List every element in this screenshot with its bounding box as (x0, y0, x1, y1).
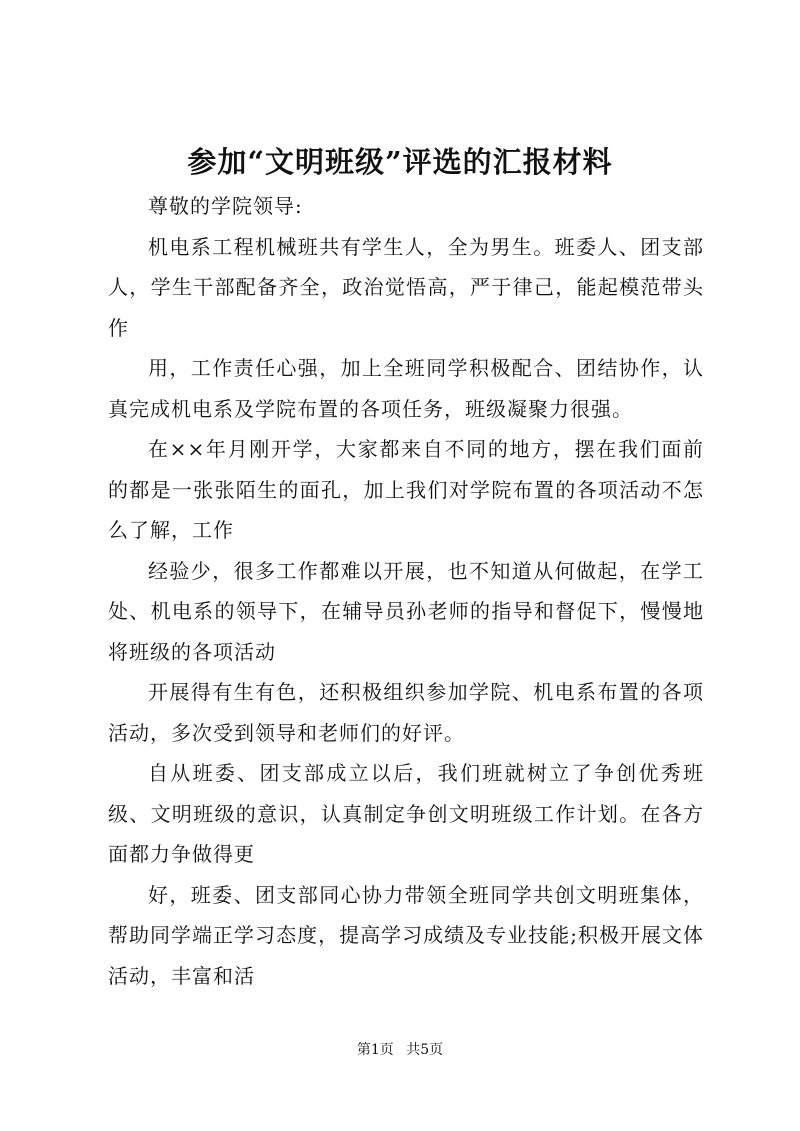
paragraph: 自从班委、团支部成立以后，我们班就树立了争创优秀班级、文明班级的意识，认真制定争创文明班级工作计划。在各方面都力争做得更 (108, 761, 704, 866)
paragraph: 用，工作责任心强，加上全班同学积极配合、团结协作，认真完成机电系及学院布置的各项任务，班级凝聚力很强。 (108, 356, 704, 421)
paragraph: 经验少，很多工作都难以开展，也不知道从何做起，在学工处、机电系的领导下，在辅导员孙老师的指导和督促下，慢慢地将班级的各项活动 (108, 558, 704, 664)
paragraph: 开展得有生有色，还积极组织参加学院、机电系布置的各项活动，多次受到领导和老师们的好评。 (108, 680, 704, 745)
paragraph: 在××年月刚开学，大家都来自不同的地方，摆在我们面前的都是一张张陌生的面孔，加上我们对学院布置的各项活动不怎么了解，工作 (108, 437, 704, 542)
paragraph: 好，班委、团支部同心协力带领全班同学共创文明班集体，帮助同学端正学习态度，提高学习成绩及专业技能;积极开展文体活动，丰富和活 (108, 882, 704, 988)
page-footer (0, 1040, 800, 1060)
paragraph: 机电系工程机械班共有学生人，全为男生。班委人、团支部人，学生干部配备齐全，政治觉悟高，严于律己，能起模范带头作 (108, 234, 704, 340)
page-total: 共5页 (406, 1042, 444, 1058)
salutation: 尊敬的学院领导: (148, 194, 303, 218)
document-title: 参加“文明班级”评选的汇报材料 (187, 145, 613, 179)
page-number: 第1页 (356, 1042, 394, 1058)
document-body (108, 186, 704, 996)
